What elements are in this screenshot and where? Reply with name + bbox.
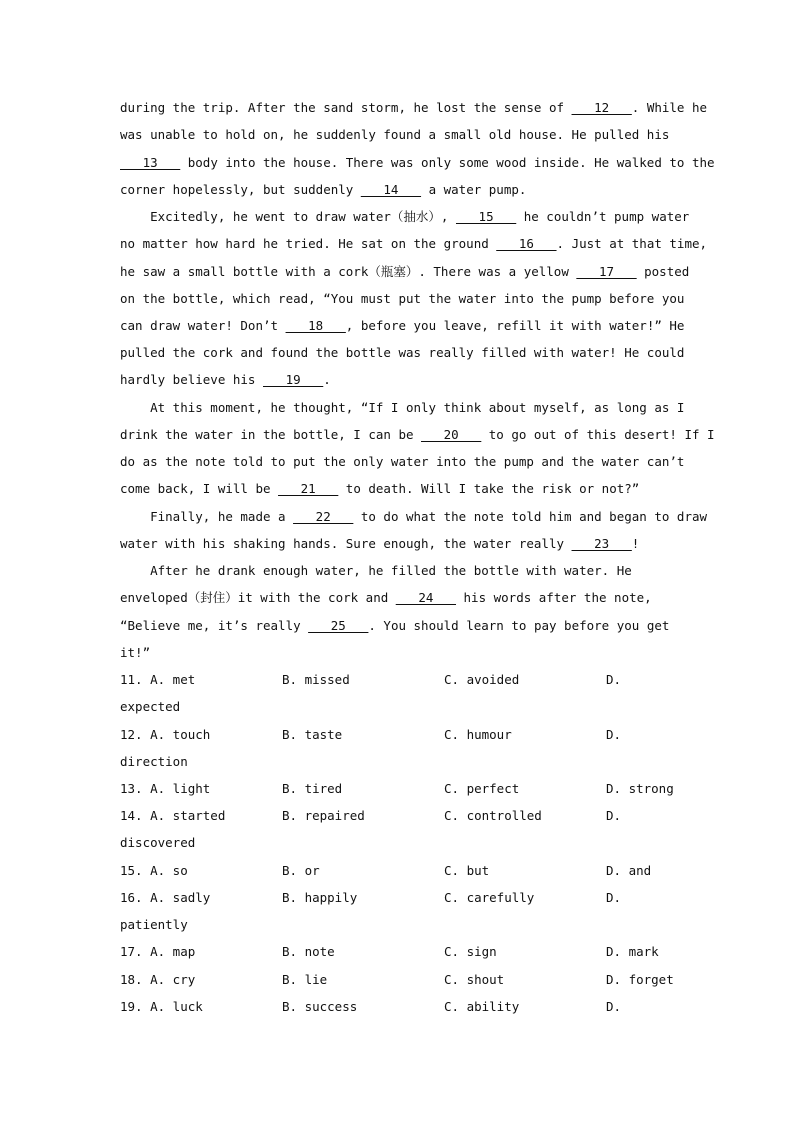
question-13-option-b: B. tired <box>282 781 343 796</box>
question-14-option-a: 14. A. started <box>120 808 226 823</box>
blank-22: ___22___ <box>293 509 354 524</box>
passage-line: was unable to hold on, he suddenly found a small old house. He pulled his <box>120 127 670 142</box>
question-18-option-d: D. forget <box>606 972 674 987</box>
passage-line: At this moment, he thought, “If I only think about myself, as long as I <box>120 400 685 415</box>
passage-line: during the trip. After the sand storm, he lost the sense of ___12___. While he <box>120 100 708 115</box>
passage-line: do as the note told to put the only water into the pump and the water can’t <box>120 454 685 469</box>
question-12-option-a: 12. A. touch <box>120 727 211 742</box>
question-16-option-a: 16. A. sadly <box>120 890 211 905</box>
question-18-option-c: C. shout <box>444 972 505 987</box>
question-19-option-a: 19. A. luck <box>120 999 203 1014</box>
blank-24: ___24___ <box>395 590 456 605</box>
question-19-option-b: B. success <box>282 999 358 1014</box>
passage-line: Excitedly, he went to draw water（抽水）, ___15___ he couldn’t pump water <box>120 209 690 224</box>
question-19-option-d: D. <box>606 999 622 1014</box>
question-11-option-a: 11. A. met <box>120 672 196 687</box>
question-11-option-c: C. avoided <box>444 672 520 687</box>
question-18-option-b: B. lie <box>282 972 328 987</box>
blank-17: ___17___ <box>576 264 637 279</box>
passage-line: enveloped（封住）it with the cork and ___24___ his words after the note, <box>120 590 652 605</box>
blank-20: ___20___ <box>421 427 482 442</box>
blank-14: ___14___ <box>360 182 422 197</box>
question-16-option-c: C. carefully <box>444 890 535 905</box>
passage-line: no matter how hard he tried. He sat on the ground ___16___. Just at that time, <box>120 236 708 251</box>
passage-line: water with his shaking hands. Sure enough, the water really ___23___! <box>120 536 640 551</box>
question-14-option-c: C. controlled <box>444 808 542 823</box>
question-16-option-d-wrap: patiently <box>120 917 188 932</box>
passage-line: can draw water! Don’t ___18___, before you leave, refill it with water!” He <box>120 318 685 333</box>
question-15-option-c: C. but <box>444 863 490 878</box>
question-18-option-a: 18. A. cry <box>120 972 196 987</box>
question-13-option-d: D. strong <box>606 781 674 796</box>
passage-line: Finally, he made a ___22___ to do what the note told him and began to draw <box>120 509 708 524</box>
blank-23: ___23___ <box>571 536 632 551</box>
question-14-option-b: B. repaired <box>282 808 365 823</box>
question-16-option-b: B. happily <box>282 890 358 905</box>
blank-15: ___15___ <box>455 209 517 224</box>
question-14-option-d: D. <box>606 808 622 823</box>
question-15-option-d: D. and <box>606 863 652 878</box>
blank-19: ___19___ <box>263 372 324 387</box>
blank-21: ___21___ <box>278 481 339 496</box>
question-17-option-b: B. note <box>282 944 335 959</box>
passage-line: come back, I will be ___21___ to death. Will I take the risk or not?” <box>120 481 640 496</box>
question-12-option-d-wrap: direction <box>120 754 188 769</box>
question-19-option-c: C. ability <box>444 999 520 1014</box>
question-12-option-b: B. taste <box>282 727 343 742</box>
passage-line: After he drank enough water, he filled the bottle with water. He <box>120 563 632 578</box>
passage-line: ___13___ body into the house. There was only some wood inside. He walked to the <box>120 155 715 170</box>
passage-line: drink the water in the bottle, I can be ___20___ to go out of this desert! If I <box>120 427 715 442</box>
question-16-option-d: D. <box>606 890 622 905</box>
question-17-option-c: C. sign <box>444 944 497 959</box>
question-12-option-c: C. humour <box>444 727 512 742</box>
question-13-option-c: C. perfect <box>444 781 520 796</box>
question-17-option-a: 17. A. map <box>120 944 196 959</box>
blank-25: ___25___ <box>308 618 369 633</box>
question-13-option-a: 13. A. light <box>120 781 211 796</box>
passage-line: corner hopelessly, but suddenly ___14___ a water pump. <box>120 182 527 197</box>
question-14-option-d-wrap: discovered <box>120 835 196 850</box>
blank-18: ___18___ <box>285 318 346 333</box>
passage-line: pulled the cork and found the bottle was really filled with water! He could <box>120 345 685 360</box>
question-15-option-b: B. or <box>282 863 320 878</box>
passage-line: “Believe me, it’s really ___25___. You should learn to pay before you get <box>120 618 670 633</box>
question-17-option-d: D. mark <box>606 944 659 959</box>
question-12-option-d: D. <box>606 727 622 742</box>
blank-12: ___12___ <box>571 100 632 115</box>
question-15-option-a: 15. A. so <box>120 863 188 878</box>
question-11-option-d-wrap: expected <box>120 699 181 714</box>
question-11-option-b: B. missed <box>282 672 350 687</box>
blank-13: ___13___ <box>120 155 181 170</box>
question-11-option-d: D. <box>606 672 622 687</box>
blank-16: ___16___ <box>496 236 557 251</box>
passage-line: he saw a small bottle with a cork（瓶塞）. There was a yellow ___17___ posted <box>120 264 690 279</box>
passage-line: hardly believe his ___19___. <box>120 372 331 387</box>
passage-line: it!” <box>120 645 151 660</box>
passage-line: on the bottle, which read, “You must put the water into the pump before you <box>120 291 685 306</box>
